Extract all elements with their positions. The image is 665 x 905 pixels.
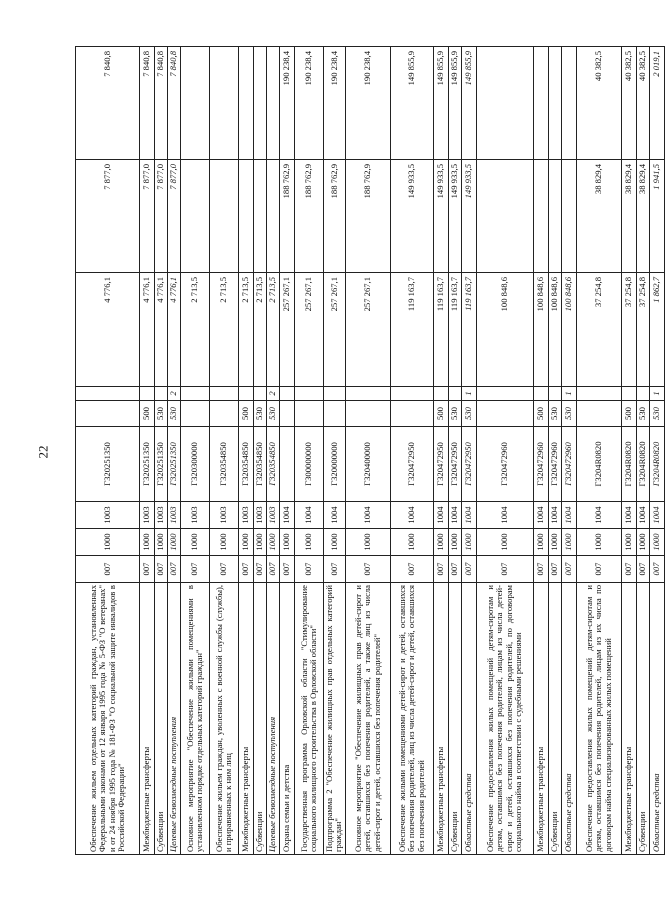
row-expense-type: 500: [433, 401, 448, 427]
row-value-3: 190 238,4: [280, 47, 295, 160]
row-target-article: Г320354850: [239, 427, 254, 502]
row-section: 1000: [181, 529, 210, 556]
row-subsection: 1004: [390, 502, 433, 529]
row-code: 007: [636, 556, 649, 583]
row-subsection: 1004: [636, 502, 649, 529]
row-code: 007: [345, 556, 390, 583]
row-value-2: [476, 160, 533, 273]
row-subsection: 1004: [576, 502, 621, 529]
row-expense-type: 530: [649, 401, 664, 427]
row-target-article: Г3204R0820: [636, 427, 649, 502]
table-row: [433, 47, 448, 855]
row-code: 007: [239, 556, 254, 583]
row-section: 1000: [155, 529, 168, 556]
row-value-2: [548, 160, 561, 273]
row-name: Межбюджетные трансферты: [140, 583, 155, 855]
row-target-article: Г320472950: [390, 427, 433, 502]
row-value-1: 1 862,7: [649, 273, 664, 387]
row-section: 1000: [239, 529, 254, 556]
table-row: [295, 47, 324, 855]
table-row: [181, 47, 210, 855]
row-value-3: 7 840,8: [168, 47, 181, 160]
row-name: Субвенции: [548, 583, 561, 855]
row-subsection: 1003: [239, 502, 254, 529]
row-extra-code: 1: [461, 387, 476, 401]
row-value-2: 7 877,0: [168, 160, 181, 273]
row-extra-code: [324, 387, 346, 401]
row-value-2: 188 762,9: [295, 160, 324, 273]
row-value-2: 1 941,5: [649, 160, 664, 273]
row-value-2: 149 933,5: [448, 160, 461, 273]
row-extra-code: [636, 387, 649, 401]
row-subsection: 1004: [649, 502, 664, 529]
budget-table-rotated: [75, 47, 662, 855]
table-row: [476, 47, 533, 855]
row-expense-type: 530: [155, 401, 168, 427]
row-value-3: 40 382,5: [636, 47, 649, 160]
row-value-3: 7 840,8: [140, 47, 155, 160]
row-code: 007: [280, 556, 295, 583]
row-value-1: 2 713,5: [239, 273, 254, 387]
row-expense-type: [345, 401, 390, 427]
row-target-article: Г320251350: [168, 427, 181, 502]
row-expense-type: 500: [621, 401, 636, 427]
row-value-1: 4 776,1: [155, 273, 168, 387]
row-value-2: [210, 160, 239, 273]
row-target-article: Г320354850: [254, 427, 267, 502]
row-target-article: Г320000000: [324, 427, 346, 502]
row-value-3: 7 840,8: [76, 47, 140, 160]
row-section: 1000: [390, 529, 433, 556]
row-extra-code: [76, 387, 140, 401]
row-subsection: 1004: [448, 502, 461, 529]
row-code: 007: [561, 556, 576, 583]
row-name: Основное мероприятие "Обеспечение жилыми помещениями в установленном порядке отдельных категорий граждан": [181, 583, 210, 855]
table-row: [390, 47, 433, 855]
row-value-1: 100 848,6: [548, 273, 561, 387]
row-code: 007: [155, 556, 168, 583]
row-value-3: 7 840,8: [155, 47, 168, 160]
table-row: [461, 47, 476, 855]
row-subsection: 1003: [155, 502, 168, 529]
row-extra-code: [280, 387, 295, 401]
row-extra-code: [140, 387, 155, 401]
row-name: Охрана семьи и детства: [280, 583, 295, 855]
row-extra-code: [476, 387, 533, 401]
row-value-1: 119 163,7: [461, 273, 476, 387]
row-name: Субвенции: [636, 583, 649, 855]
row-section: 1000: [76, 529, 140, 556]
row-target-article: [280, 427, 295, 502]
row-subsection: 1004: [324, 502, 346, 529]
table-row: [345, 47, 390, 855]
row-value-3: 149 855,9: [461, 47, 476, 160]
table-row: [168, 47, 181, 855]
row-name: Обеспечение жильем граждан, уволенных с военной службы (службы), и приравненных к ним лиц: [210, 583, 239, 855]
table-row: [280, 47, 295, 855]
row-section: 1000: [461, 529, 476, 556]
row-value-1: 119 163,7: [433, 273, 448, 387]
row-name: Областные средства: [649, 583, 664, 855]
row-target-article: Г320472960: [476, 427, 533, 502]
row-target-article: Г320354850: [267, 427, 280, 502]
row-code: 007: [533, 556, 548, 583]
row-target-article: Г3204R0820: [621, 427, 636, 502]
row-name: Обеспечение предоставления жилых помещений детям-сиротам и детям, оставшимся без попечения родителей, лицам из числа детей-сирот и детей, оставшихся без попечения родителей, по договорам социального найма в соответствии с судебными решениями: [476, 583, 533, 855]
row-extra-code: [181, 387, 210, 401]
table-row: [239, 47, 254, 855]
row-name: Областные средства: [561, 583, 576, 855]
row-value-2: 188 762,9: [324, 160, 346, 273]
row-section: 1000: [548, 529, 561, 556]
row-value-3: [548, 47, 561, 160]
row-value-2: 7 877,0: [155, 160, 168, 273]
row-value-1: 257 267,1: [324, 273, 346, 387]
row-subsection: 1003: [254, 502, 267, 529]
row-value-2: 7 877,0: [76, 160, 140, 273]
row-expense-type: [324, 401, 346, 427]
table-row: [621, 47, 636, 855]
row-value-2: 38 829,4: [636, 160, 649, 273]
row-extra-code: 1: [561, 387, 576, 401]
row-section: 1000: [168, 529, 181, 556]
row-subsection: 1003: [140, 502, 155, 529]
row-value-3: 149 855,9: [448, 47, 461, 160]
row-value-3: 149 855,9: [433, 47, 448, 160]
row-name: Субвенции: [254, 583, 267, 855]
page-number: 22: [35, 445, 50, 459]
row-section: 1000: [448, 529, 461, 556]
row-target-article: Г320300000: [181, 427, 210, 502]
row-section: 1000: [649, 529, 664, 556]
row-value-2: 38 829,4: [576, 160, 621, 273]
table-row: [448, 47, 461, 855]
row-extra-code: [448, 387, 461, 401]
row-subsection: 1004: [476, 502, 533, 529]
table-body: [76, 47, 665, 855]
row-code: 007: [390, 556, 433, 583]
row-value-1: 257 267,1: [295, 273, 324, 387]
row-value-3: 190 238,4: [324, 47, 346, 160]
row-expense-type: 530: [636, 401, 649, 427]
row-value-1: 2 713,5: [181, 273, 210, 387]
row-expense-type: 500: [533, 401, 548, 427]
row-value-1: 257 267,1: [280, 273, 295, 387]
row-value-3: [210, 47, 239, 160]
row-value-3: [476, 47, 533, 160]
row-target-article: Г320472950: [433, 427, 448, 502]
row-value-2: 149 933,5: [461, 160, 476, 273]
row-code: 007: [254, 556, 267, 583]
row-value-1: 257 267,1: [345, 273, 390, 387]
row-value-2: [561, 160, 576, 273]
row-section: 1000: [561, 529, 576, 556]
row-extra-code: 2: [267, 387, 280, 401]
row-code: 007: [267, 556, 280, 583]
row-section: 1000: [533, 529, 548, 556]
row-target-article: Г320354850: [210, 427, 239, 502]
row-value-3: [533, 47, 548, 160]
row-extra-code: [390, 387, 433, 401]
row-value-2: 149 933,5: [390, 160, 433, 273]
table-row: [649, 47, 664, 855]
row-subsection: 1004: [533, 502, 548, 529]
row-expense-type: 530: [254, 401, 267, 427]
row-extra-code: [576, 387, 621, 401]
row-target-article: Г320251350: [76, 427, 140, 502]
row-section: 1000: [210, 529, 239, 556]
row-extra-code: [621, 387, 636, 401]
row-expense-type: [390, 401, 433, 427]
row-expense-type: [476, 401, 533, 427]
row-value-3: 190 238,4: [295, 47, 324, 160]
row-expense-type: 530: [168, 401, 181, 427]
row-extra-code: [239, 387, 254, 401]
row-value-2: 7 877,0: [140, 160, 155, 273]
row-section: 1000: [621, 529, 636, 556]
row-target-article: Г320472960: [548, 427, 561, 502]
row-value-3: [254, 47, 267, 160]
row-name: Субвенции: [155, 583, 168, 855]
row-value-1: 119 163,7: [448, 273, 461, 387]
row-expense-type: [210, 401, 239, 427]
row-value-2: [254, 160, 267, 273]
row-expense-type: 500: [140, 401, 155, 427]
row-extra-code: [345, 387, 390, 401]
row-name: Обеспечение предоставления жилых помещений детям-сиротам и детям, оставшимся без попечения родителей, лицам из их числа по договорам найма специализированных жилых помещений: [576, 583, 621, 855]
row-expense-type: 530: [448, 401, 461, 427]
row-code: 007: [210, 556, 239, 583]
row-subsection: 1004: [461, 502, 476, 529]
row-section: 1000: [267, 529, 280, 556]
row-code: 007: [476, 556, 533, 583]
budget-table: [75, 46, 665, 855]
row-target-article: Г320472960: [533, 427, 548, 502]
row-expense-type: [181, 401, 210, 427]
row-value-2: [239, 160, 254, 273]
row-value-3: [561, 47, 576, 160]
row-expense-type: 530: [548, 401, 561, 427]
row-code: 007: [433, 556, 448, 583]
row-expense-type: 500: [239, 401, 254, 427]
row-subsection: 1004: [295, 502, 324, 529]
row-name: Основное мероприятие "Обеспечение жилищных прав детей-сирот и детей, оставшихся без попечения родителей, а также лиц из числа детей-сирот и детей, оставшихся без попечения родителей": [345, 583, 390, 855]
row-expense-type: [76, 401, 140, 427]
row-value-3: [239, 47, 254, 160]
table-row: [533, 47, 548, 855]
row-code: 007: [448, 556, 461, 583]
row-subsection: 1004: [345, 502, 390, 529]
table-row: [576, 47, 621, 855]
row-value-2: [267, 160, 280, 273]
row-code: 007: [576, 556, 621, 583]
row-subsection: 1003: [267, 502, 280, 529]
row-subsection: 1003: [210, 502, 239, 529]
row-name: Подпрограмма 2 "Обеспечение жилищных прав отдельных категорий граждан": [324, 583, 346, 855]
row-value-1: 37 254,8: [636, 273, 649, 387]
row-code: 007: [324, 556, 346, 583]
row-section: 1000: [345, 529, 390, 556]
row-code: 007: [140, 556, 155, 583]
row-value-3: 149 855,9: [390, 47, 433, 160]
row-value-1: 100 848,6: [533, 273, 548, 387]
row-expense-type: [295, 401, 324, 427]
row-section: 1000: [476, 529, 533, 556]
row-name: Обеспечение жильем отдельных категорий граждан, установленных Федеральными законами от 12 января 1995 года № 5-ФЗ "О ветеранах" и от 24 ноября 1995 года № 181-ФЗ "О социальной защите инвалидов в Российской Федерации": [76, 583, 140, 855]
table-row: [636, 47, 649, 855]
row-value-3: 40 382,5: [621, 47, 636, 160]
row-extra-code: [295, 387, 324, 401]
row-name: Межбюджетные трансферты: [533, 583, 548, 855]
row-subsection: 1003: [181, 502, 210, 529]
table-row: [324, 47, 346, 855]
row-section: 1000: [324, 529, 346, 556]
row-value-1: 119 163,7: [390, 273, 433, 387]
row-value-2: 149 933,5: [433, 160, 448, 273]
row-value-3: [267, 47, 280, 160]
row-extra-code: [210, 387, 239, 401]
row-value-1: 100 848,6: [476, 273, 533, 387]
row-target-article: Г300000000: [295, 427, 324, 502]
row-value-3: 2 019,1: [649, 47, 664, 160]
table-row: [210, 47, 239, 855]
table-row: [254, 47, 267, 855]
row-expense-type: 530: [561, 401, 576, 427]
row-section: 1000: [140, 529, 155, 556]
row-target-article: Г320472960: [561, 427, 576, 502]
row-code: 007: [181, 556, 210, 583]
row-name: Целевые безвозмездные поступления: [267, 583, 280, 855]
row-subsection: 1003: [168, 502, 181, 529]
row-code: 007: [295, 556, 324, 583]
row-value-3: 190 238,4: [345, 47, 390, 160]
row-name: Обеспечение жилыми помещениями детей-сирот и детей, оставшихся без попечения родителей, лиц из числа детей-сирот и детей, оставшихся без попечения родителей: [390, 583, 433, 855]
table-row: [76, 47, 140, 855]
row-extra-code: [433, 387, 448, 401]
row-expense-type: [280, 401, 295, 427]
row-code: 007: [621, 556, 636, 583]
table-row: [561, 47, 576, 855]
row-subsection: 1003: [76, 502, 140, 529]
row-extra-code: [254, 387, 267, 401]
row-value-1: 4 776,1: [140, 273, 155, 387]
row-value-1: 37 254,8: [576, 273, 621, 387]
row-value-2: 188 762,9: [280, 160, 295, 273]
row-value-1: 2 713,5: [254, 273, 267, 387]
row-extra-code: [155, 387, 168, 401]
row-target-article: Г320400000: [345, 427, 390, 502]
row-code: 007: [649, 556, 664, 583]
row-value-2: 38 829,4: [621, 160, 636, 273]
row-code: 007: [76, 556, 140, 583]
row-section: 1000: [280, 529, 295, 556]
row-name: Целевые безвозмездные поступления: [168, 583, 181, 855]
table-row: [140, 47, 155, 855]
row-code: 007: [168, 556, 181, 583]
row-extra-code: [533, 387, 548, 401]
row-value-1: 37 254,8: [621, 273, 636, 387]
row-section: 1000: [433, 529, 448, 556]
row-section: 1000: [295, 529, 324, 556]
row-subsection: 1004: [561, 502, 576, 529]
table-row: [155, 47, 168, 855]
row-name: Субвенции: [448, 583, 461, 855]
row-extra-code: 1: [649, 387, 664, 401]
row-section: 1000: [636, 529, 649, 556]
row-target-article: Г3204R0820: [576, 427, 621, 502]
row-code: 007: [548, 556, 561, 583]
row-target-article: Г320472950: [461, 427, 476, 502]
row-value-2: [181, 160, 210, 273]
row-value-2: [533, 160, 548, 273]
row-name: Межбюджетные трансферты: [621, 583, 636, 855]
table-row: [548, 47, 561, 855]
row-target-article: Г320472950: [448, 427, 461, 502]
row-value-3: [181, 47, 210, 160]
row-value-1: 2 713,5: [210, 273, 239, 387]
row-expense-type: 530: [267, 401, 280, 427]
row-value-2: 188 762,9: [345, 160, 390, 273]
row-extra-code: [548, 387, 561, 401]
row-name: Государственная программа Орловской области "Стимулирование социального жилищного строительства в Орловской области": [295, 583, 324, 855]
row-section: 1000: [576, 529, 621, 556]
row-expense-type: 530: [461, 401, 476, 427]
row-value-1: 4 776,1: [168, 273, 181, 387]
row-name: Областные средства: [461, 583, 476, 855]
row-name: Межбюджетные трансферты: [433, 583, 448, 855]
row-extra-code: 2: [168, 387, 181, 401]
row-expense-type: [576, 401, 621, 427]
row-subsection: 1004: [433, 502, 448, 529]
row-value-1: 4 776,1: [76, 273, 140, 387]
row-name: Межбюджетные трансферты: [239, 583, 254, 855]
row-target-article: Г3204R0820: [649, 427, 664, 502]
row-target-article: Г320251350: [140, 427, 155, 502]
row-value-1: 2 713,5: [267, 273, 280, 387]
row-value-1: 100 848,6: [561, 273, 576, 387]
row-target-article: Г320251350: [155, 427, 168, 502]
row-subsection: 1004: [548, 502, 561, 529]
row-value-3: 40 382,5: [576, 47, 621, 160]
row-subsection: 1004: [621, 502, 636, 529]
row-subsection: 1004: [280, 502, 295, 529]
row-section: 1000: [254, 529, 267, 556]
row-code: 007: [461, 556, 476, 583]
table-row: [267, 47, 280, 855]
